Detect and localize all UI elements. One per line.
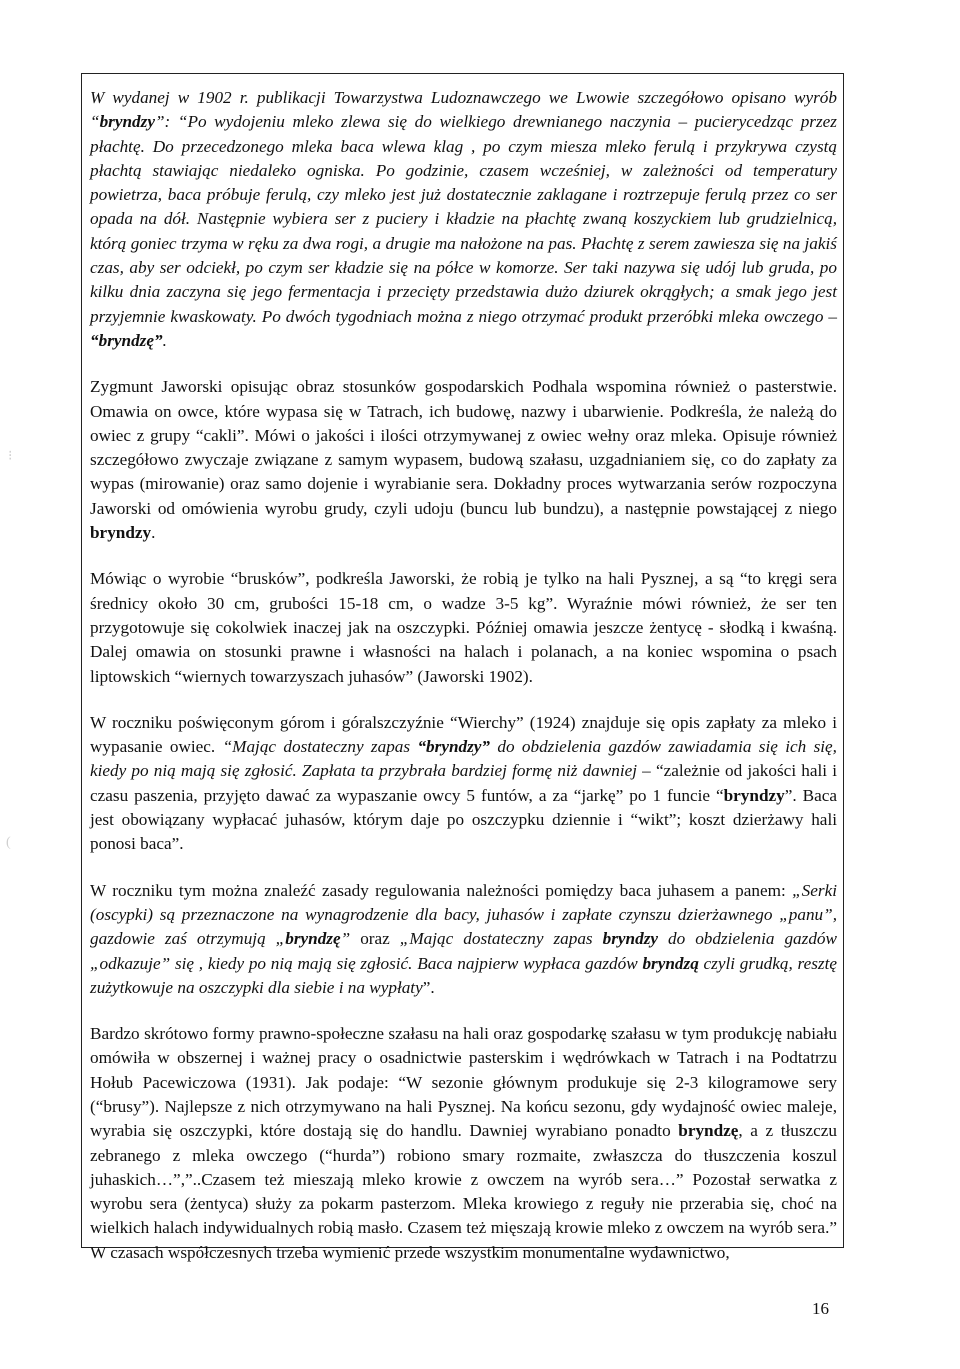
text-run: ”.	[422, 977, 435, 997]
page-number: 16	[812, 1299, 829, 1318]
paragraph-wierchy	[90, 711, 837, 857]
text-run: “Mając dostateczny zapas	[222, 737, 418, 757]
text-run: .	[151, 523, 156, 543]
text-run: do obdzielenia gazdów „odkazuje” się , kiedy po nią mają się zgłosić. Baca najpierw wypłaca gazdów	[90, 929, 837, 973]
paragraph-jaworski	[90, 375, 837, 545]
margin-bracket-mark: (	[6, 835, 11, 850]
text-run: “bryndzy”	[417, 737, 491, 757]
text-run: W roczniku poświęconym górom i góralszczyźnie “Wierchy” (1924) znajduje się opis zapłaty za mleko i wypasanie owiec.	[90, 712, 837, 757]
text-run: Mówiąc o wyrobie “brusków”, podkreśla Jaworski, że robią je tylko na hali Pysznej, a są “to kręgi sera średnicy około 30 cm, grubości 15-18 cm, o wadze 3-5 kg”. Wyraźnie mówi również, że ser ten przygotowuje się cokolwiek inaczej jak na oszczypki. Później omawia jeszcze żentycę - słodką i kwaśną. Dalej omawia on stosunki prawne i własności na halach i polanach, a na koniec wspomina o psach liptowskich “wiernych towarzyszach juhasów” (Jaworski 1902).	[90, 569, 837, 686]
text-run: , a z tłuszczu zebranego z mleka owczego (“hurda”) robiono smary rozmaite, zwłaszcza do tłuszczenia koszul juhaskich…”,”..Czasem też mieszają mleko krowie z owczem na wyrób sera…” Pozostał serwatka z wyrobu sera (żentyca) służy za pokarm pasterzom. Mleka krowiego z reguły nie przerabia się, choć na wielkich halach indywidualnych robią masło. Czasem też mięszają krowie mleko z owczem na wyrób sera.” W czasach współczesnych trzeba wymienić przede wszystkim monumentalne wydawnictwo,	[90, 1121, 838, 1262]
text-run: oraz	[350, 929, 400, 949]
text-run: bryndzy	[99, 112, 155, 132]
text-run: .	[162, 330, 167, 350]
text-run: do obdzielenia gazdów zawiadamia się ich się, kiedy po nią mają się zgłosić. Zapłata ta przybrała bardziej formę niż dawniej –	[90, 737, 837, 781]
text-run: „Serki (oscypki) są przeznaczone na wynagrodzenie dla bacy, juhasów i zapłate czynszu dzierżawnego „panu”, gazdowie zaś otrzymują „	[90, 880, 837, 949]
text-run: bryndzę	[678, 1121, 739, 1141]
text-box	[81, 73, 844, 1262]
text-run: bryndzy	[90, 523, 152, 543]
text-run: ”: “Po wydojeniu mleko zlewa się do wielkiego drewnianego naczynia – pucierycedząc przez płachtę. Do przecedzonego mleka baca wlewa klag , po czym miesza mleko ferulą i przykrywa czystą płachtą stawiając niedaleko ogniska. Po godzinie, czasem wcześniej, w zależności od temperatury powietrza, baca próbuje ferulą, czy mleko jest już dostatecznie zaklagane i roztrzepuje ferulą przez co ser opada na dół. Następnie wybiera ser z puciery i kładzie na płachtę zwaną koszyckiem lub grudzielnicą, którą goniec trzyma w ręku za dwa rogi, a drugie ma nałożone na pas. Płachtę z serem zawiesza się na jakiś czas, aby ser odciekł, po czym ser kładzie się na półce w komorze. Ser taki nazywa się udój lub gruda, po kilku dnia zaczyna się jego fermentacja i przecięty przedstawia dużo dziurek okrągłych; a smak jego jest przyjemnie kwaskowaty. Po dwóch tygodniach można z niego otrzymać produkt przeróbki mleka owczego –	[90, 112, 837, 326]
text-run: bryndzy	[602, 929, 659, 949]
text-run: W roczniku tym można znaleźć zasady regulowania należności pomiędzy baca juhasem a panem:	[90, 880, 793, 900]
text-run: “bryndzę”	[90, 330, 163, 350]
quote-paragraph-1902	[90, 86, 837, 353]
text-run: Zygmunt Jaworski opisując obraz stosunków gospodarskich Podhala wspomina również o pasterstwie. Omawia on owce, które wypasa się w Tatrach, ich budowę, nazwy i ubarwienie. Podkreśla, że należą do owiec z grupy “cakli”. Mówi o jakości i ilości otrzymywanej z owiec wełny oraz mleka. Opisuje również szczegółowo zwyczaje związane z samym wypasem, budową szałasu, uzgadnianiem się, co do zapłaty za wypas (mirowanie) oraz samo dojenie i wyrabianie sera. Dokładny proces wytwarzania serów rozpoczyna Jaworski od omówienia wyrobu grudy, czyli udoju (buncu lub bundzu), a następnie powstającej z niego	[90, 377, 837, 518]
text-run: bryndzę	[285, 929, 341, 949]
paragraph-regulations	[90, 879, 837, 1000]
text-run: ”	[340, 929, 351, 949]
margin-pencil-mark: ⁝	[8, 449, 13, 464]
text-run: „Mając dostateczny zapas	[399, 929, 603, 949]
text-run: “zależnie od jakości hali i czasu paszenia, przyjęto dawać za wypaszanie owcy 5 funtów, a za “jarkę” po 1 funcie “	[90, 761, 837, 805]
text-run: W wydanej w 1902 r. publikacji Towarzystwa Ludoznawczego we Lwowie szczegółowo opisano wyrób “	[90, 88, 837, 132]
text-run: bryndzą	[642, 953, 699, 973]
paragraph-holub-pacewiczowa	[90, 1022, 837, 1265]
paragraph-bruski	[90, 567, 837, 688]
text-run: Bardzo skrótowo formy prawno-społeczne szałasu na hali oraz gospodarkę szałasu w tym produkcję nabiału omówiła w obszernej i ważnej pracy o osadnictwie pasterskim i wędrówkach w Tatrach i na Podtatrzu Hołub Pacewiczowa (1931). Jak podaje: “W sezonie głównym produkuje się 2-3 kilogramowe sery (“brusy”). Najlepsze z nich otrzymywano na hali Pysznej. Na końcu sezonu, gdy wydajność owiec maleje, wyrabia się oszczypki, które dostają się do handlu. Dawniej wyrabiano ponadto	[90, 1024, 837, 1141]
text-run: czyli grudką, resztę zużytkowuje na oszczypki dla siebie i na wypłaty	[90, 953, 837, 997]
text-run: bryndzy	[723, 785, 785, 805]
text-run: ”. Baca jest obowiązany wypłacać juhasów, którym daje po oszczypku dziennie i “wikt”; koszt dzierżawy hali ponosi baca”.	[90, 785, 837, 854]
